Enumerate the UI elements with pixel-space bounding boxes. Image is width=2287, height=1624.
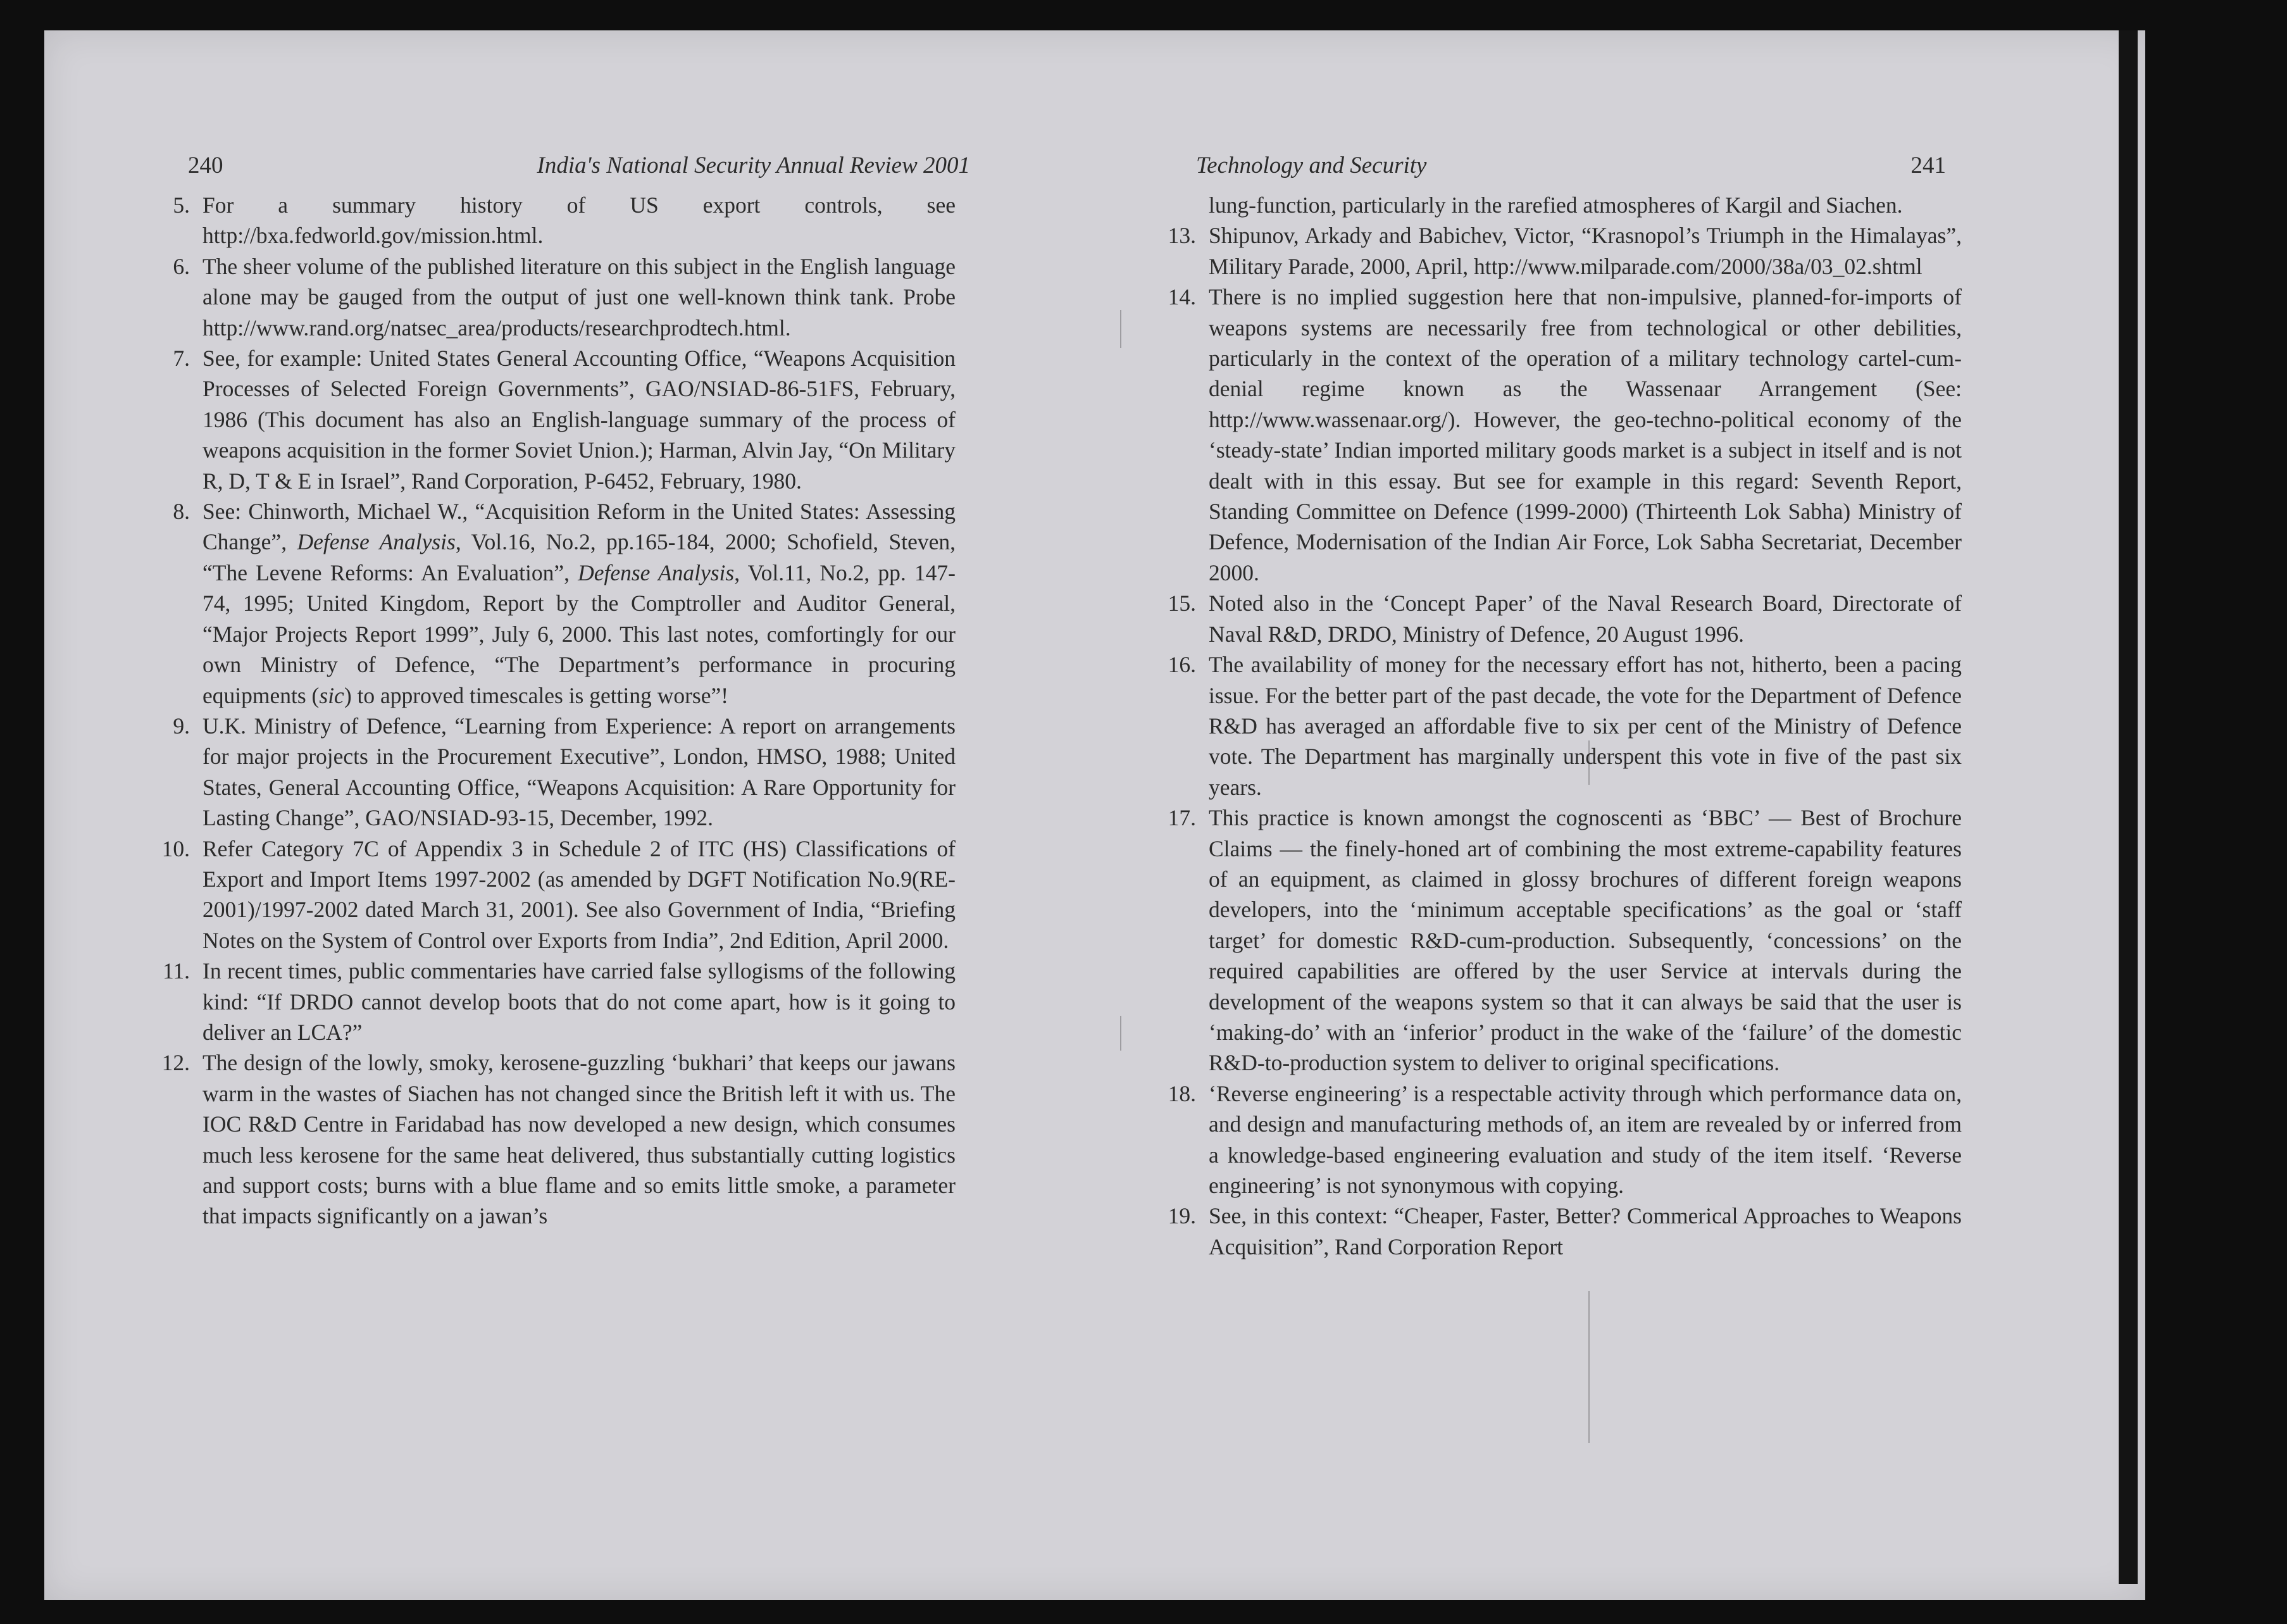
endnote-7 [173, 343, 956, 496]
endnote-number: 6. [173, 253, 190, 279]
endnote-text: U.K. Ministry of Defence, “Learning from Experience: A report on arrangements for major projects in the Procurement Executive”, London, HMSO, 1988; United States, General Accounting Office, “Weapons Acquisition: A Rare Opportunity for Lasting Change”, GAO/NSIAD-93-15, December, 1992. [203, 713, 956, 831]
endnote-19 [1168, 1201, 1962, 1262]
endnotes-list [161, 190, 956, 1232]
endnote-18 [1168, 1078, 1962, 1201]
endnote-text: The sheer volume of the published literature on this subject in the English language alone may be gauged from the output of just one well-known think tank. Probe http://www.rand.org/natsec_area/products/researchprodtech.html. [203, 253, 956, 340]
endnote-text: See, in this context: “Cheaper, Faster, Better? Commerical Approaches to Weapons Acquisition”, Rand Corporation Report [1209, 1203, 1962, 1259]
endnote-9 [173, 711, 956, 834]
endnote-text-part: ) to approved timescales is getting worse”! [344, 682, 729, 708]
endnote-5 [173, 190, 956, 251]
endnote-text: This practice is known amongst the cognoscenti as ‘BBC’ — Best of Brochure Claims — the finely-honed art of combining the most extreme-capability features of an equipment, as claimed in glossy brochures of different foreign weapons developers, into the ‘minimum acceptable specifications’ as the goal or ‘staff target’ for domestic R&D-cum-production. Subsequently, ‘concessions’ on the required capabilities are offered by the user Service at intervals during the development of the weapons system so that it can always be said that the user is ‘making-do’ with an ‘inferior’ product in the wake of the ‘failure’ of the domestic R&D-to-production system to deliver to original specifications. [1209, 805, 1962, 1076]
endnote-8 [173, 496, 956, 711]
binding-edge [2119, 30, 2138, 1584]
endnote-number: 17. [1168, 805, 1196, 831]
endnote-text: Refer Category 7C of Appendix 3 in Schedule 2 of ITC (HS) Classifications of Export and Import Items 1997-2002 (as amended by DGFT Notification No.9(RE-2001)/1997-2002 dated March 31, 2001). See also Government of India, “Briefing Notes on the System of Control over Exports from India”, 2nd Edition, April 2000. [203, 835, 956, 953]
endnote-text-part: , Vol.11, No.2, pp. 147-74, 1995; United Kingdom, Report by the Comptroller and Auditor General, “Major Projects Report 1999”, July 6, 2000. This last notes, comfortingly for our own Ministry of Defence, “The Department’s performance in procuring equipments ( [203, 559, 956, 708]
page-number: 241 [1910, 153, 1946, 178]
endnote-number: 9. [173, 713, 190, 739]
endnote-text: Noted also in the ‘Concept Paper’ of the Naval Research Board, Directorate of Naval R&D, DRDO, Ministry of Defence, 20 August 1996. [1209, 590, 1962, 647]
italic-fragment: sic [319, 682, 344, 708]
endnotes-list [1168, 220, 1962, 1262]
endnote-6 [173, 251, 956, 343]
endnote-number: 12. [161, 1050, 190, 1076]
endnote-number: 13. [1168, 223, 1196, 249]
endnote-14 [1168, 282, 1962, 588]
endnote-15 [1168, 588, 1962, 649]
endnote-number: 15. [1168, 590, 1196, 616]
fold-mark [1120, 1016, 1121, 1051]
endnote-number: 14. [1168, 284, 1196, 310]
fold-mark [1120, 310, 1121, 348]
endnote-text: In recent times, public commentaries have carried false syllogisms of the following kind: “If DRDO cannot develop boots that do not come apart, how is it going to deliver an LCA?” [203, 958, 956, 1045]
endnote-text: The availability of money for the necessary effort has not, hitherto, been a pacing issue. For the better part of the past decade, the vote for the Department of Defence R&D has averaged an affordable five to six per cent of the Ministry of Defence vote. The Department has marginally underspent this vote in five of the past six years. [1209, 652, 1962, 800]
endnote-number: 7. [173, 346, 190, 372]
endnote-12 [161, 1047, 956, 1231]
endnote-text: There is no implied suggestion here that non-impulsive, planned-for-imports of weapons systems are necessarily free from technological or other debilities, particularly in the context of the operation of a military technology cartel-cum-denial regime known as the Wassenaar Arrangement (See: http://www.wassenaar.org/). However, the geo-techno-political economy of the ‘steady-state’ Indian imported military goods market is a subject in itself and is not dealt with in this essay. But see for example in this regard: Seventh Report, Standing Committee on Defence (1999-2000) (Thirteenth Lok Sabha) Ministry of Defence, Modernisation of the Indian Air Force, Lok Sabha Secretariat, December 2000. [1209, 284, 1962, 585]
endnote-number: 18. [1168, 1080, 1196, 1106]
endnote-text: The design of the lowly, smoky, kerosene-guzzling ‘bukhari’ that keeps our jawans warm in the wastes of Siachen has not changed since the British left it with us. The IOC R&D Centre in Faridabad has now developed a new design, which consumes much less kerosene for the same heat delivered, thus substantially cutting logistics and support costs; burns with a blue flame and so emits little smoke, a parameter that impacts significantly on a jawan’s [203, 1050, 956, 1229]
endnote-11 [162, 956, 956, 1047]
page-number: 240 [188, 153, 223, 178]
endnote-text-part: , Vol.16, No.2, pp.165-184, 2000; Schofield, Steven, “The Levene Reforms: An Evaluation”, [203, 529, 956, 585]
endnote-number: 16. [1168, 652, 1196, 678]
running-title: India's National Security Annual Review 2001 [537, 153, 970, 178]
endnote-text: Shipunov, Arkady and Babichev, Victor, “Krasnopol’s Triumph in the Himalayas”, Military Parade, 2000, April, http://www.milparade.com/2000/38a/03_02.shtml [1209, 223, 1962, 279]
endnote-10 [161, 834, 956, 956]
endnote-text: ‘Reverse engineering’ is a respectable activity through which performance data on, and design and manufacturing methods of, an item are revealed by or inferred from a knowledge-based engineering evaluation and study of the item itself. ‘Reverse engineering’ is not synonymous with copying. [1209, 1080, 1962, 1198]
endnote-number: 10. [161, 835, 190, 861]
italic-fragment: Defense Analysis [578, 559, 735, 585]
endnote-number: 8. [173, 499, 190, 525]
endnote-17 [1168, 803, 1962, 1078]
endnote-number: 11. [162, 958, 190, 984]
endnote-13 [1168, 220, 1962, 282]
right-page [1168, 152, 1962, 1262]
italic-fragment: Defense Analysis [297, 529, 456, 555]
endnote-text: See, for example: United States General Accounting Office, “Weapons Acquisition Processes of Selected Foreign Governments”, GAO/NSIAD-86-51FS, February, 1986 (This document has also an English-language summary of the process of weapons acquisition in the former Soviet Union.); Harman, Alvin Jay, “On Military R, D, T & E in Israel”, Rand Corporation, P-6452, February, 1980. [203, 346, 956, 494]
endnote-text [203, 496, 956, 711]
endnote-number: 19. [1168, 1203, 1196, 1229]
endnote-text-part: See: Chinworth, Michael W., “Acquisition Reform in the United States: Assessing Change”, [203, 499, 956, 555]
endnote-16 [1168, 649, 1962, 803]
endnote-number: 5. [173, 192, 190, 218]
endnote-continuation: lung-function, particularly in the rarefied atmospheres of Kargil and Siachen. [1209, 192, 1903, 218]
running-title: Technology and Security [1196, 153, 1427, 178]
left-running-head [188, 152, 970, 190]
pencil-mark [1588, 1291, 1590, 1443]
right-running-head [1196, 152, 1962, 190]
endnote-text: For a summary history of US export controls, see http://bxa.fedworld.gov/mission.html. [203, 192, 956, 249]
left-page [161, 152, 970, 1232]
